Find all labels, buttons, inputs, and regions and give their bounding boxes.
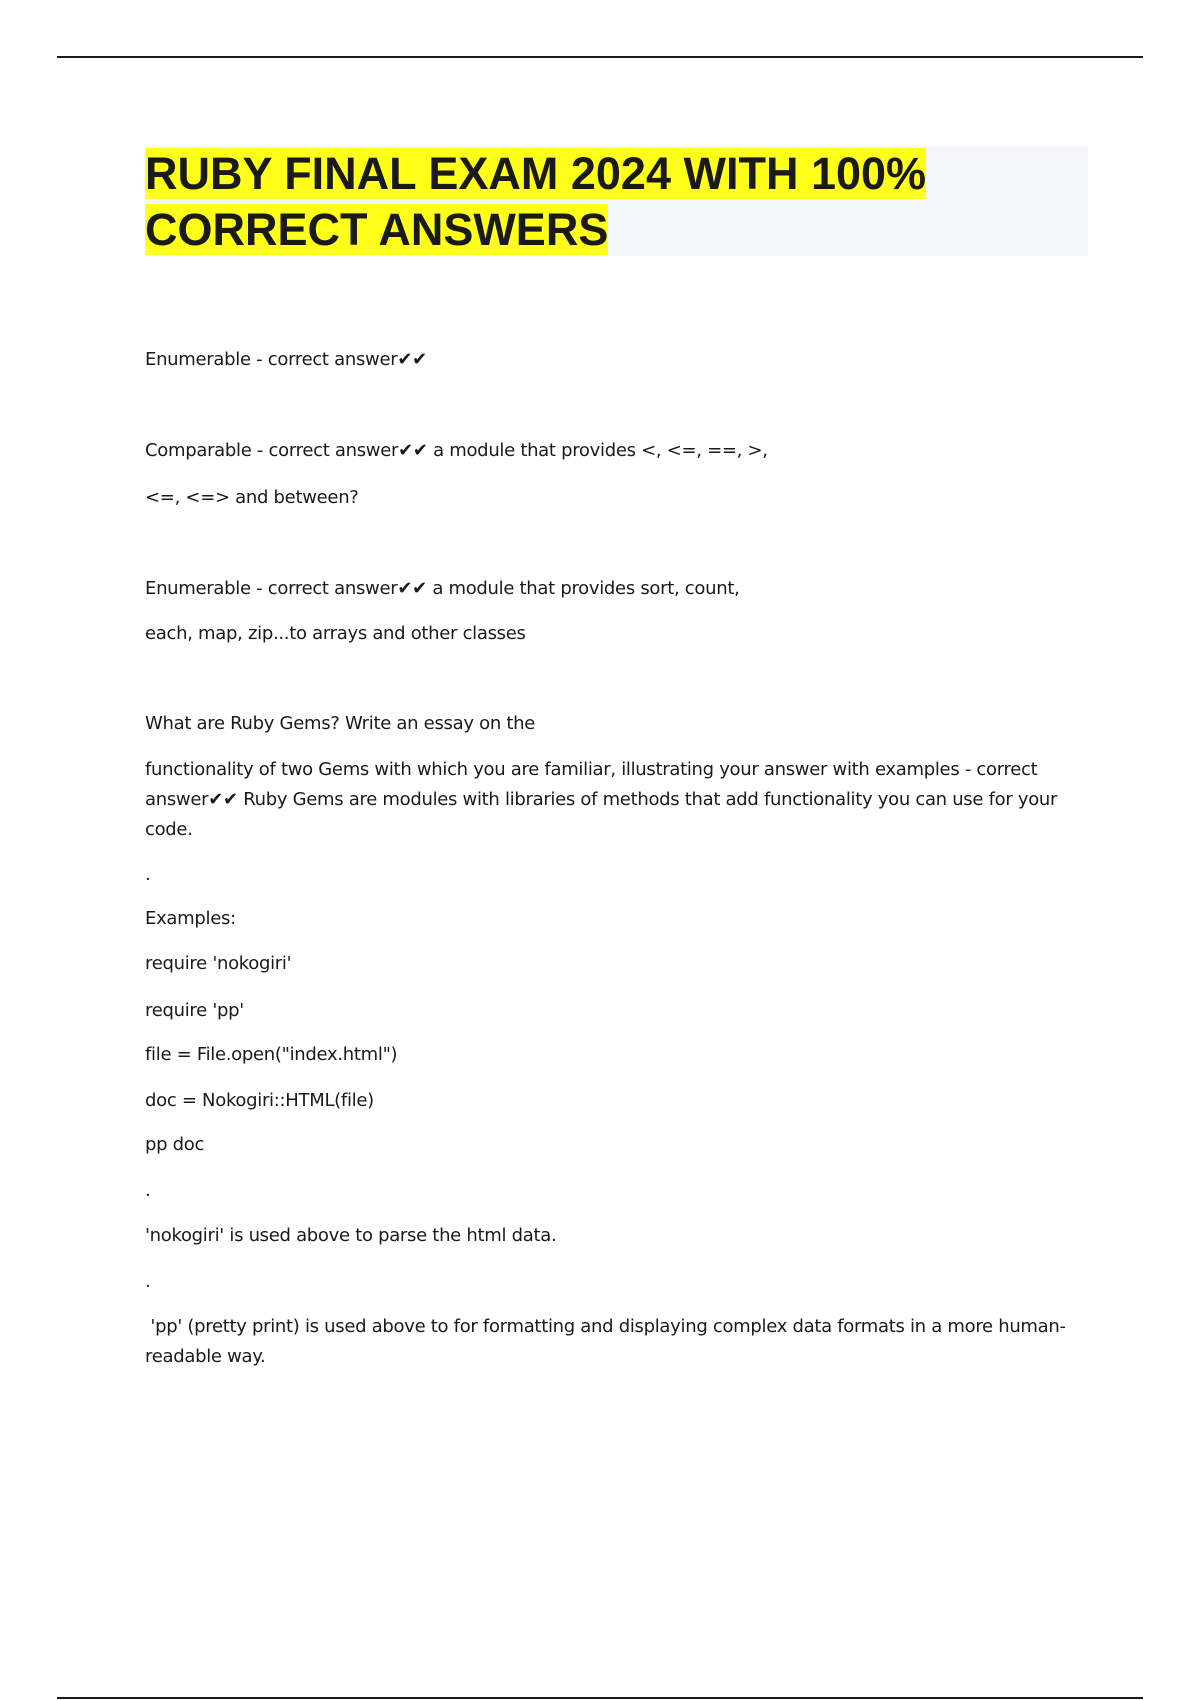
- separator-dot-2: .: [145, 1180, 151, 1201]
- examples-heading: Examples:: [145, 908, 236, 929]
- separator-dot-3: .: [145, 1271, 151, 1292]
- paragraph-comparable-cont: <=, <=> and between?: [145, 487, 359, 508]
- code-line-pp-doc: pp doc: [145, 1134, 205, 1155]
- title-highlight: RUBY FINAL EXAM 2024 WITH 100% CORRECT ANSWERS: [145, 148, 927, 255]
- code-line-require-nokogiri: require 'nokogiri': [145, 953, 292, 974]
- code-line-nokogiri-html: doc = Nokogiri::HTML(file): [145, 1090, 374, 1111]
- paragraph-enumerable-1: Enumerable - correct answer✔✔: [145, 349, 427, 370]
- paragraph-enumerable-2: Enumerable - correct answer✔✔ a module that provides sort, count,: [145, 578, 740, 599]
- separator-dot-1: .: [145, 864, 151, 885]
- title-box: [145, 146, 1088, 256]
- paragraph-question: What are Ruby Gems? Write an essay on the: [145, 713, 535, 734]
- paragraph-nokogiri-explanation: 'nokogiri' is used above to parse the html data.: [145, 1225, 557, 1246]
- document-title: [145, 146, 1088, 258]
- code-line-require-pp: require 'pp': [145, 1000, 244, 1021]
- top-rule: [57, 56, 1143, 58]
- bottom-rule: [57, 1697, 1143, 1699]
- paragraph-pp-explanation: 'pp' (pretty print) is used above to for formatting and displaying complex data formats in a more human-readable way.: [145, 1316, 1066, 1367]
- code-line-file-open: file = File.open("index.html"): [145, 1044, 398, 1065]
- paragraph-comparable: Comparable - correct answer✔✔ a module that provides <, <=, ==, >,: [145, 440, 768, 461]
- paragraph-answer: functionality of two Gems with which you are familiar, illustrating your answer with examples - correct answer✔✔ Ruby Gems are modules with libraries of methods that add functionality you can use for your code.: [145, 759, 1063, 840]
- paragraph-enumerable-2-cont: each, map, zip...to arrays and other classes: [145, 623, 526, 644]
